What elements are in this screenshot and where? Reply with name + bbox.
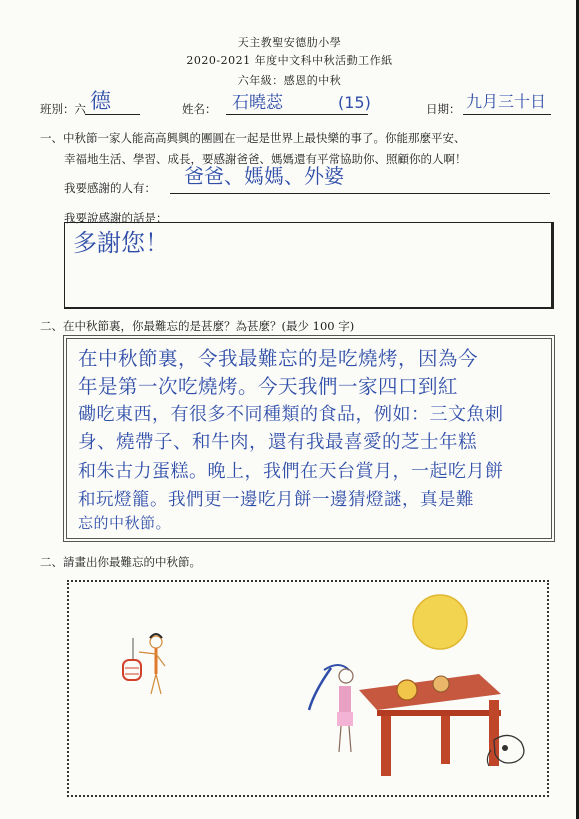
thank-words-value: 多謝您！ xyxy=(73,229,169,257)
class-value: 德 xyxy=(90,89,111,113)
name-label: 姓名： xyxy=(182,102,217,116)
mid-autumn-drawing xyxy=(69,582,547,795)
thank-people-value: 爸爸、媽媽、外婆 xyxy=(184,164,344,188)
date-label: 日期： xyxy=(426,102,461,116)
name-value: 石曉蕊 xyxy=(232,93,283,113)
drawing-box xyxy=(67,580,549,797)
essay-line: 在中秋節裏，令我最難忘的是吃燒烤，因為今 xyxy=(78,347,479,370)
worksheet-subtitle: 六年級：感恩的中秋 xyxy=(237,74,342,87)
lantern xyxy=(123,660,141,680)
essay-line: 和玩燈籠。我們更一邊吃月餅一邊猜燈謎，真是難 xyxy=(78,490,474,510)
fruit xyxy=(433,676,449,692)
thank-words-box xyxy=(64,222,554,309)
essay-line: 年是第一次吃燒烤。今天我們一家四口到紅 xyxy=(78,375,459,398)
table xyxy=(359,674,501,776)
q2-question: 二、在中秋節裏，你最難忘的是甚麼？為甚麼？(最少 100 字) xyxy=(40,319,355,333)
essay-line: 磡吃東西，有很多不同種類的食品，例如：三文魚刺 xyxy=(78,404,504,425)
thank-people-label: 我要感謝的人有： xyxy=(64,181,156,195)
girl-figure xyxy=(309,665,353,752)
q3-question: 二、請畫出你最難忘的中秋節。 xyxy=(40,555,201,569)
mooncake xyxy=(397,680,417,700)
class-number: (15) xyxy=(338,93,371,112)
moon xyxy=(413,595,467,649)
child-with-lantern xyxy=(123,634,165,694)
essay-line: 忘的中秋節。 xyxy=(78,514,172,532)
q1-text-line2: 幸福地生活、學習、成長，要感謝爸爸、媽媽還有平常協助你、照顧你的人啊！ xyxy=(64,152,467,166)
class-label: 班別：六 xyxy=(40,102,86,116)
date-value: 九月三十日 xyxy=(466,92,547,111)
thank-words-label: 我要說感謝的話是： xyxy=(64,211,168,225)
essay-line: 和朱古力蛋糕。晚上，我們在天台賞月，一起吃月餅 xyxy=(78,461,504,482)
q1-text-line1: 一、中秋節一家人能高高興興的團圓在一起是世界上最快樂的事了。你能那麼平安、 xyxy=(40,131,466,145)
school-name: 天主教聖安德肋小學 xyxy=(237,36,342,49)
essay-line: 身、燒帶子、和牛肉，還有我最喜愛的芝士年糕 xyxy=(78,432,478,453)
worksheet-title: 2020-2021 年度中文科中秋活動工作紙 xyxy=(186,54,393,67)
